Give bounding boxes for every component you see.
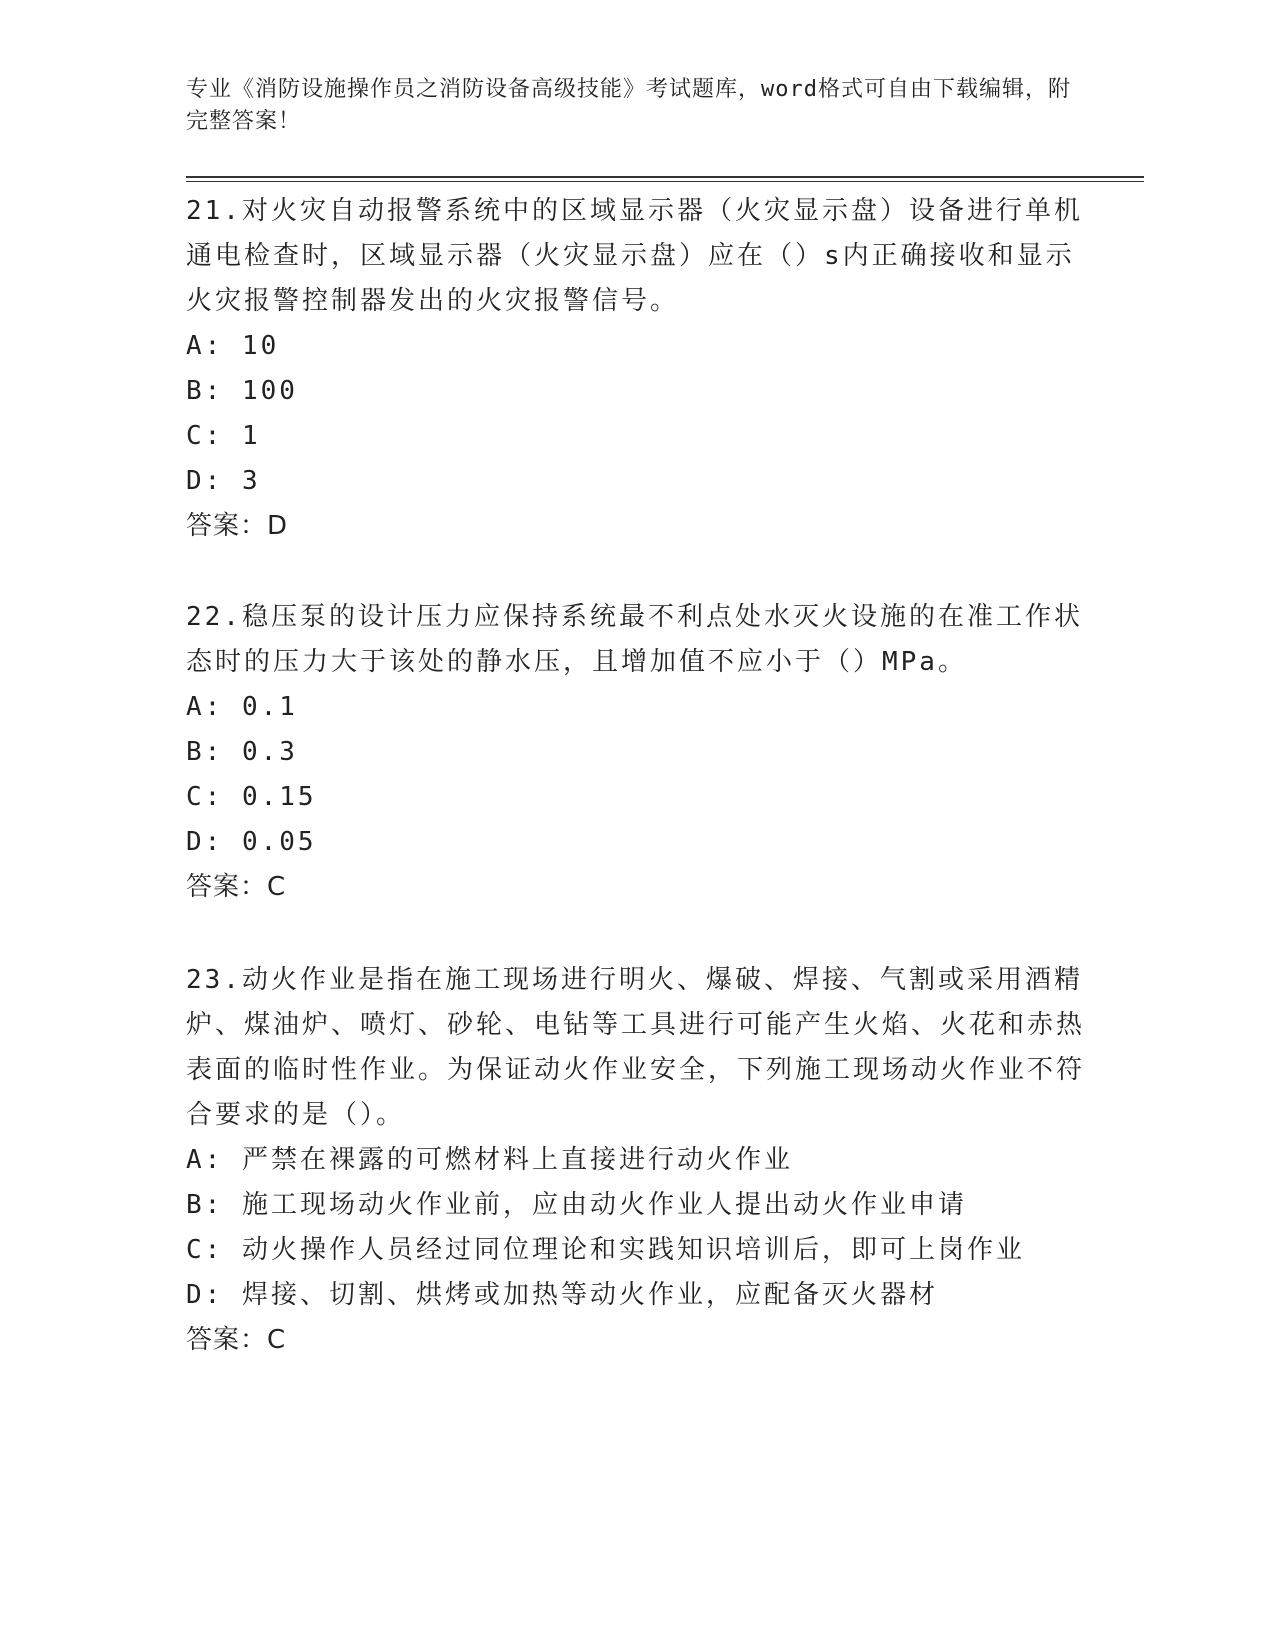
option-b: B: 0.3: [186, 737, 298, 767]
option-c: C: 0.15: [186, 782, 317, 812]
option-a: A: 0.1: [186, 692, 298, 722]
option-d: D: 焊接、切割、烘烤或加热等动火作业，应配备灭火器材: [186, 1280, 938, 1310]
question-stem: 21.对火灾自动报警系统中的区域显示器（火灾显示盘）设备进行单机通电检查时，区域显示器（火灾显示盘）应在（）s内正确接收和显示火灾报警控制器发出的火灾报警信号。: [186, 196, 1083, 316]
answer-label: 答案：D: [186, 511, 289, 541]
answer-label: 答案：C: [186, 872, 287, 902]
option-d: D: 0.05: [186, 827, 317, 857]
header-divider-thin: [186, 181, 1144, 182]
option-b: B: 施工现场动火作业前，应由动火作业人提出动火作业申请: [186, 1190, 967, 1220]
option-c: C: 动火操作人员经过同位理论和实践知识培训后，即可上岗作业: [186, 1235, 1025, 1265]
option-b: B: 100: [186, 376, 298, 406]
question-23: [186, 958, 1086, 1363]
question-21: [186, 189, 1086, 549]
answer-label: 答案：C: [186, 1325, 287, 1355]
option-c: C: 1: [186, 421, 261, 451]
option-d: D: 3: [186, 466, 261, 496]
document-header: 专业《消防设施操作员之消防设备高级技能》考试题库，word格式可自由下载编辑，附完整答案！: [186, 77, 1071, 134]
option-a: A: 严禁在裸露的可燃材料上直接进行动火作业: [186, 1145, 793, 1175]
option-a: A: 10: [186, 331, 280, 361]
question-22: [186, 595, 1086, 910]
question-stem: 23.动火作业是指在施工现场进行明火、爆破、焊接、气割或采用酒精炉、煤油炉、喷灯、砂轮、电钻等工具进行可能产生火焰、火花和赤热表面的临时性作业。为保证动火作业安全，下列施工现场动火作业不符合要求的是（）。: [186, 965, 1086, 1130]
question-stem: 22.稳压泵的设计压力应保持系统最不利点处水灭火设施的在准工作状态时的压力大于该处的静水压，且增加值不应小于（）MPa。: [186, 602, 1083, 677]
header-divider-thick: [186, 176, 1144, 178]
